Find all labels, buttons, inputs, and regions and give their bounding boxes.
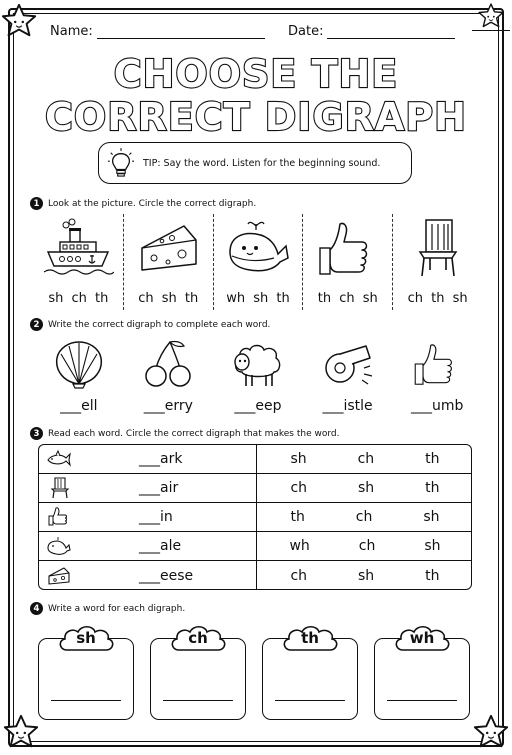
star-icon — [2, 713, 40, 751]
word-blank[interactable]: ___eese — [79, 561, 257, 590]
section-number: 2 — [30, 318, 43, 331]
thumb-icon — [312, 218, 384, 278]
word-blank[interactable]: ___eep — [234, 398, 282, 414]
digraph-boxes — [38, 622, 472, 722]
shark-icon — [46, 448, 72, 470]
shell-icon — [51, 338, 107, 390]
digraph-label: ch — [188, 629, 208, 647]
cheese-icon — [132, 218, 204, 278]
section-number: 4 — [30, 602, 43, 615]
section-3-header — [30, 427, 339, 440]
page-title-line-1: CHOOSE THE — [113, 52, 399, 96]
section-2-instruction: Write the correct digraph to complete each word. — [48, 319, 271, 330]
section-1-pictures — [34, 214, 482, 310]
section-number: 3 — [30, 427, 43, 440]
cheese-icon — [46, 565, 72, 587]
thumb-icon — [46, 506, 72, 528]
ship-icon — [42, 218, 114, 278]
digraph-cloud — [391, 622, 453, 654]
digraph-option[interactable]: th — [290, 509, 305, 525]
word-table — [38, 444, 472, 590]
whale-icon — [222, 218, 294, 278]
whistle-icon — [320, 338, 376, 390]
answer-line[interactable] — [275, 700, 345, 701]
word-blank[interactable]: ___ale — [79, 532, 257, 560]
digraph-label: sh — [76, 629, 96, 647]
name-line[interactable] — [97, 25, 265, 39]
picture-item — [392, 214, 482, 310]
digraph-option[interactable]: sh — [290, 451, 307, 467]
word-blank[interactable]: ___istle — [322, 398, 373, 414]
section-1-instruction: Look at the picture. Circle the correct digraph. — [48, 198, 257, 209]
date-line[interactable] — [327, 25, 455, 39]
word-blank[interactable]: ___umb — [410, 398, 464, 414]
digraph-choices[interactable]: wh sh th — [226, 291, 290, 306]
section-4-header — [30, 602, 185, 615]
word-item — [303, 338, 393, 420]
digraph-option[interactable]: ch — [355, 509, 373, 525]
digraph-choices[interactable]: ch th sh — [407, 291, 468, 306]
thumb-icon — [409, 338, 465, 390]
digraph-option[interactable]: sh — [424, 538, 441, 554]
picture-item — [302, 214, 392, 310]
star-icon — [472, 2, 510, 31]
date-field[interactable] — [288, 24, 455, 39]
digraph-option[interactable]: sh — [358, 480, 375, 496]
section-3-instruction: Read each word. Circle the correct digraph that makes the word. — [48, 428, 340, 439]
picture-item — [123, 214, 213, 310]
tip-text: TIP: Say the word. Listen for the beginning sound. — [143, 157, 381, 169]
whale-icon — [46, 535, 72, 557]
table-row — [39, 503, 471, 532]
table-row — [39, 474, 471, 503]
digraph-option[interactable]: th — [425, 480, 440, 496]
digraph-choices[interactable]: ch sh th — [138, 291, 199, 306]
digraph-option[interactable]: ch — [358, 538, 376, 554]
word-blank[interactable]: ___ell — [60, 398, 98, 414]
lightbulb-icon — [107, 147, 135, 179]
section-2-header — [30, 318, 270, 331]
word-blank[interactable]: ___ark — [79, 445, 257, 473]
digraph-option[interactable]: th — [425, 451, 440, 467]
cherry-icon — [140, 338, 196, 390]
section-number: 1 — [30, 197, 43, 210]
star-icon — [472, 713, 510, 751]
table-row — [39, 532, 471, 561]
word-item — [124, 338, 214, 420]
digraph-option[interactable]: sh — [358, 567, 375, 584]
chair-icon — [402, 218, 474, 278]
digraph-cloud — [55, 622, 117, 654]
answer-line[interactable] — [51, 700, 121, 701]
word-item — [392, 338, 482, 420]
page-title-line-2: CORRECT DIGRAPH — [45, 95, 467, 139]
word-blank[interactable]: ___in — [79, 503, 257, 531]
name-field[interactable] — [50, 24, 265, 39]
digraph-choices[interactable]: th ch sh — [317, 291, 378, 306]
section-2-items — [34, 338, 482, 420]
section-4-instruction: Write a word for each digraph. — [48, 603, 186, 614]
word-blank[interactable]: ___air — [79, 474, 257, 502]
word-item — [34, 338, 124, 420]
picture-item — [34, 214, 123, 310]
digraph-cloud — [167, 622, 229, 654]
digraph-choices[interactable]: sh ch th — [48, 291, 109, 306]
digraph-option[interactable]: ch — [357, 451, 375, 467]
digraph-label: wh — [409, 629, 435, 647]
answer-line[interactable] — [387, 700, 457, 701]
table-row — [39, 445, 471, 474]
word-item — [213, 338, 303, 420]
name-label: Name: — [50, 24, 93, 39]
table-row — [39, 561, 471, 590]
word-blank[interactable]: ___erry — [143, 398, 193, 414]
digraph-option[interactable]: sh — [423, 509, 440, 525]
digraph-label: th — [301, 629, 319, 647]
tip-box — [98, 142, 412, 184]
sheep-icon — [230, 338, 286, 390]
digraph-option[interactable]: ch — [290, 480, 308, 496]
section-1-header — [30, 197, 256, 210]
star-icon — [0, 2, 38, 40]
digraph-option[interactable]: th — [425, 567, 440, 584]
digraph-cloud — [279, 622, 341, 654]
digraph-option[interactable]: wh — [289, 538, 310, 554]
chair-icon — [46, 477, 72, 499]
answer-line[interactable] — [163, 700, 233, 701]
picture-item — [213, 214, 303, 310]
digraph-option[interactable]: ch — [290, 567, 308, 584]
date-label: Date: — [288, 24, 324, 39]
